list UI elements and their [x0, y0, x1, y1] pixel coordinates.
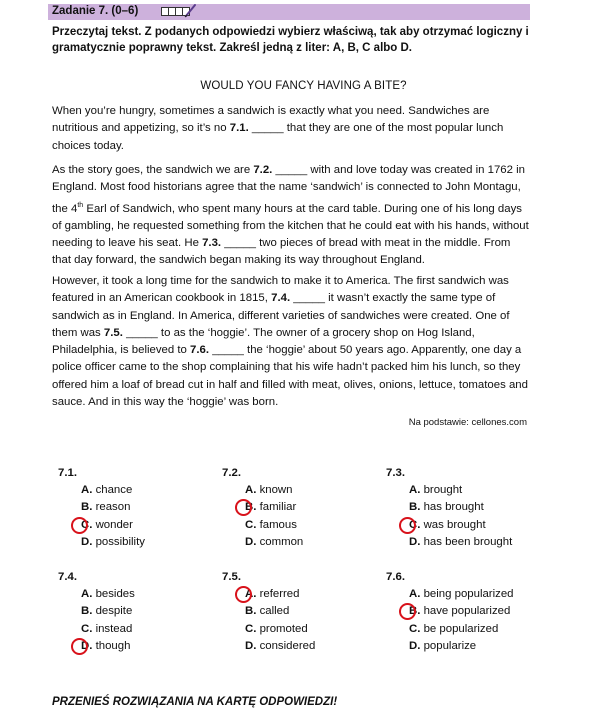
option-text: promoted	[256, 622, 308, 635]
option-letter: D.	[245, 535, 257, 548]
option-text: be popularized	[420, 622, 499, 635]
answer-option[interactable]	[58, 501, 145, 518]
option-text: brought	[420, 484, 463, 496]
option-letter: C.	[81, 622, 93, 635]
text-title: WOULD YOU FANCY HAVING A BITE?	[200, 80, 407, 92]
option-letter: A.	[245, 484, 257, 496]
text-run: _____ with and love today was created in 1762 in England. Most food historians agree that the name ‘sandwich’ is connected to John Montagu, the 4	[52, 164, 526, 215]
answer-option[interactable]	[58, 605, 135, 622]
option-letter: C.	[245, 518, 257, 531]
answer-option[interactable]	[222, 605, 315, 622]
answer-option[interactable]	[386, 640, 514, 657]
option-letter: D.	[409, 639, 421, 652]
option-text: despite	[92, 605, 133, 618]
option-text: familiar	[256, 501, 297, 514]
task-title: Zadanie 7. (0–6)	[52, 5, 139, 17]
text-run: However, it took a long time for the sandwich to make it to America. The first sandwich was featured in an American cookbook in 1815,	[52, 275, 509, 305]
answer-option[interactable]	[386, 605, 514, 622]
gap-number: 7.6.	[190, 344, 210, 357]
option-letter: B.	[81, 605, 93, 618]
option-text: instead	[92, 622, 133, 635]
pen-icon	[184, 2, 198, 18]
gap-number: 7.3.	[202, 236, 222, 249]
answer-option[interactable]	[386, 519, 512, 536]
option-letter: B.	[409, 501, 421, 514]
question-number: 7.6.	[386, 571, 405, 583]
option-text: have popularized	[420, 605, 511, 618]
option-letter: D.	[245, 639, 257, 652]
selected-answer-circle	[71, 638, 88, 655]
option-text: possibility	[92, 535, 145, 548]
option-letter: A.	[409, 588, 421, 600]
task-instruction: Przeczytaj tekst. Z podanych odpowiedzi wybierz właściwą, tak aby otrzymać logiczny i gramatycznie poprawny tekst. Zakreśl jedną z liter: A, B, C albo D.	[52, 26, 529, 54]
question-number: 7.3.	[386, 467, 405, 479]
option-text: was brought	[420, 518, 486, 531]
source-note: Na podstawie: cellones.com	[408, 417, 527, 428]
answer-option[interactable]	[222, 588, 315, 605]
option-text: common	[256, 535, 304, 548]
gap-number: 7.1.	[229, 122, 249, 135]
answer-option[interactable]	[222, 501, 303, 518]
option-text: besides	[92, 588, 135, 600]
answer-option[interactable]	[222, 623, 315, 640]
text-run: When you’re hungry, sometimes a sandwich is exactly what you need. Sandwiches are nutritious and appetizing, so it’s no	[52, 105, 490, 135]
question-block	[58, 571, 135, 657]
option-text: known	[256, 484, 293, 496]
paragraph-1	[52, 103, 530, 155]
option-letter: D.	[81, 535, 93, 548]
answer-option[interactable]	[222, 640, 315, 657]
answer-option[interactable]	[222, 519, 303, 536]
option-letter: A.	[409, 484, 421, 496]
option-letter: D.	[409, 535, 421, 548]
option-text: chance	[92, 484, 133, 496]
question-block	[222, 467, 303, 553]
question-number: 7.5.	[222, 571, 241, 583]
question-block	[58, 467, 145, 553]
option-text: called	[256, 605, 290, 618]
answer-option[interactable]	[58, 623, 135, 640]
answer-option[interactable]	[58, 484, 145, 501]
selected-answer-circle	[235, 586, 252, 603]
option-text: though	[92, 639, 131, 652]
option-letter: C.	[409, 518, 421, 531]
question-number: 7.4.	[58, 571, 77, 583]
option-text: reason	[92, 501, 131, 514]
text-run: _____ to as the ‘hoggie’. The owner of a grocery shop on Hog Island, Philadelphia, is believed to	[52, 326, 475, 357]
answer-option[interactable]	[386, 536, 512, 553]
text-run: _____ the ‘hoggie’ about 50 years ago. Apparently, one day a police officer came to the shop complaining that his wife hadn’t packed him his lunch, so they offered him a loaf of bread cut in half and filled with meat, olives, onions, lettuce, tomatoes and sauce. And in this way the ‘hoggie’ was born.	[52, 344, 528, 409]
option-letter: B.	[245, 605, 257, 618]
gap-number: 7.2.	[253, 164, 273, 176]
gap-number: 7.5.	[103, 326, 123, 339]
answer-option[interactable]	[58, 640, 135, 657]
question-block	[222, 571, 315, 657]
paragraph-3	[52, 273, 530, 411]
selected-answer-circle	[235, 499, 252, 516]
question-number: 7.1.	[58, 467, 77, 479]
question-block	[386, 571, 514, 657]
option-text: has been brought	[420, 535, 513, 548]
answer-option[interactable]	[58, 588, 135, 605]
option-text: has brought	[420, 501, 484, 514]
option-text: being popularized	[420, 588, 514, 600]
answer-option[interactable]	[386, 623, 514, 640]
question-block	[386, 467, 512, 553]
option-letter: C.	[245, 622, 257, 635]
answer-option[interactable]	[222, 484, 303, 501]
selected-answer-circle	[399, 603, 416, 620]
text-run: _____ that they are one of the most popular lunch choices today.	[52, 122, 504, 152]
option-letter: A.	[81, 588, 93, 600]
question-number: 7.2.	[222, 467, 241, 479]
option-text: considered	[256, 639, 316, 652]
option-letter: D.	[81, 639, 93, 652]
option-text: referred	[256, 588, 300, 600]
text-run: _____ it wasn’t exactly the same type of sandwich as in England. In America, different varieties of sandwiches were created. One of them was	[52, 292, 510, 339]
superscript: th	[77, 201, 84, 209]
footer-instruction: PRZENIEŚ ROZWIĄZANIA NA KARTĘ ODPOWIEDZI!	[52, 696, 338, 708]
selected-answer-circle	[399, 517, 416, 534]
paragraph-2	[52, 162, 530, 270]
option-text: famous	[256, 518, 297, 531]
answer-option[interactable]	[222, 536, 303, 553]
answer-option[interactable]	[386, 484, 512, 501]
text-run: As the story goes, the sandwich we are	[52, 164, 254, 176]
text-run: Earl of Sandwich, who spent many hours at the card table. During one of his long days of gambling, he requested something from the kitchen that he could eat with his hands, without needing to leave his seat. He	[52, 202, 529, 249]
gap-number: 7.4.	[271, 292, 291, 305]
option-letter: B.	[81, 501, 93, 514]
selected-answer-circle	[71, 517, 88, 534]
option-letter: C.	[409, 622, 421, 635]
text-run: _____ two pieces of bread with meat in the middle. From that day forward, the sandwich began making its way throughout England.	[52, 236, 511, 267]
option-letter: A.	[81, 484, 93, 496]
answer-option[interactable]	[58, 519, 145, 536]
option-letter: B.	[245, 501, 257, 514]
answer-option[interactable]	[58, 536, 145, 553]
option-letter: B.	[409, 605, 421, 618]
option-text: popularize	[420, 639, 477, 652]
option-text: wonder	[92, 518, 133, 531]
option-letter: C.	[81, 518, 93, 531]
answer-option[interactable]	[386, 501, 512, 518]
option-letter: A.	[245, 588, 257, 600]
